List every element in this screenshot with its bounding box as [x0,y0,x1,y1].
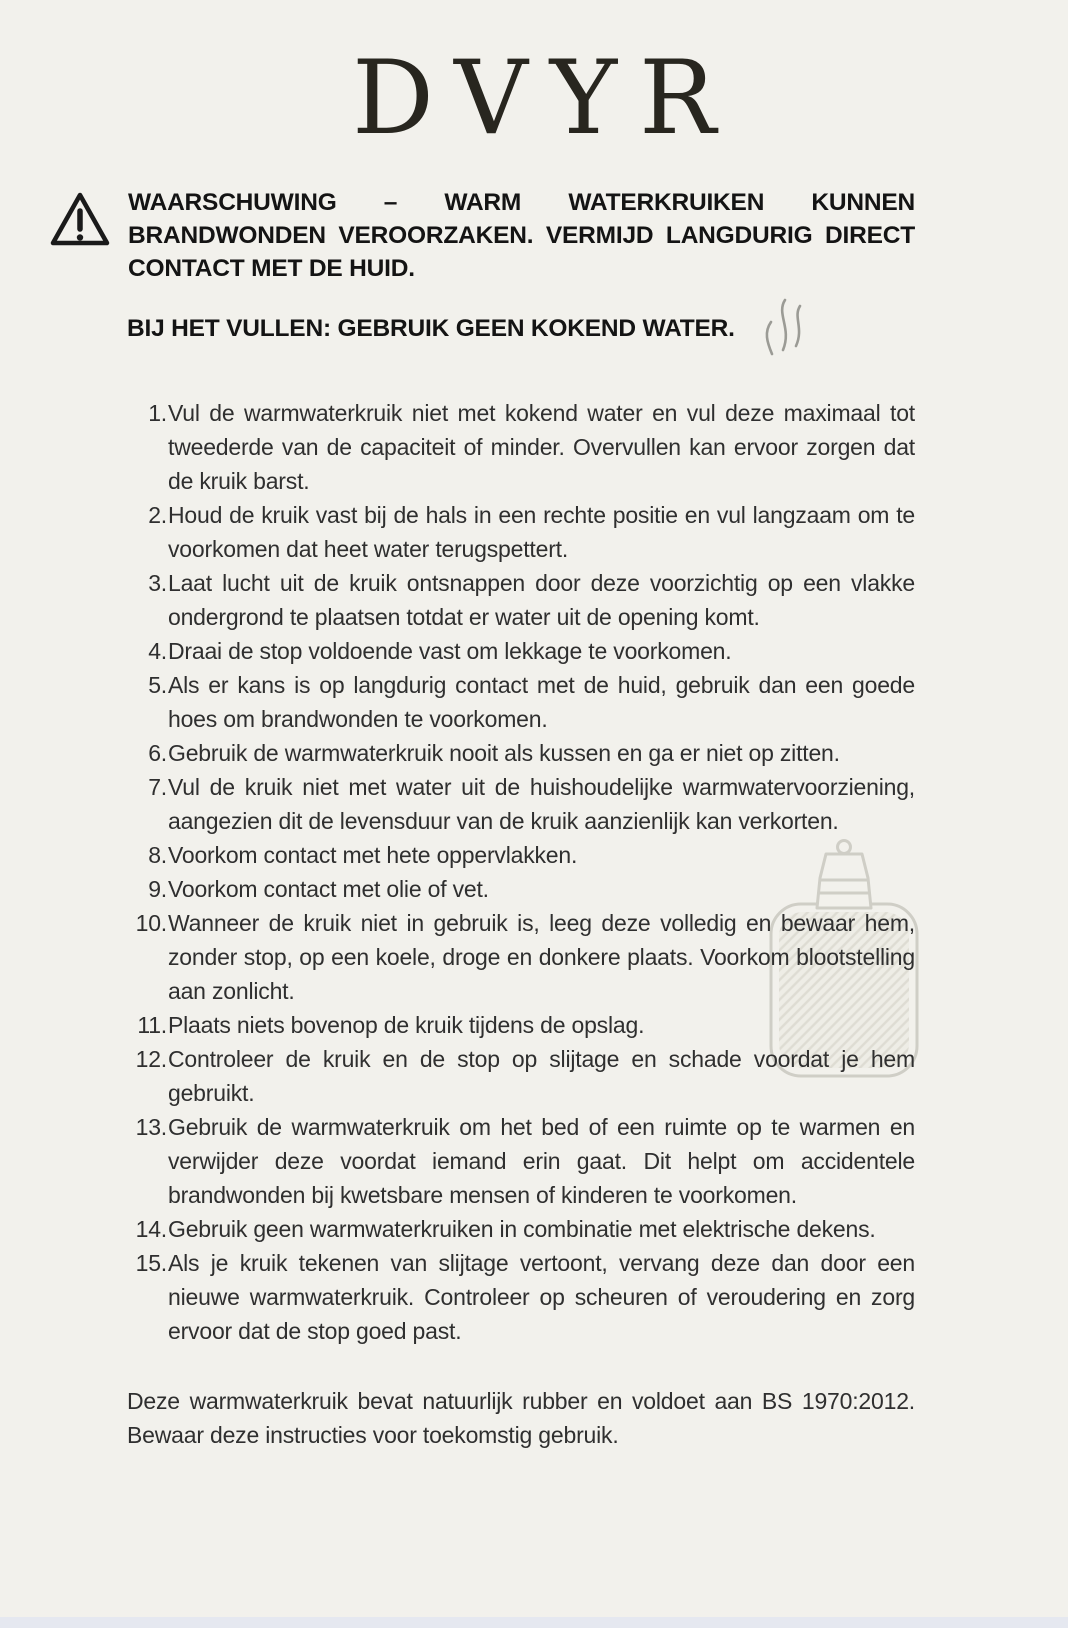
instruction-item: Voorkom contact met hete oppervlakken. [168,842,578,869]
instruction-item: Als er kans is op langdurig contact met de huid, gebruik dan een goede hoes om brandwonden te voorkomen. [168,672,915,733]
instruction-item: Draai de stop voldoende vast om lekkage te voorkomen. [168,638,732,665]
instruction-item: Als je kruik tekenen van slijtage vertoont, vervang deze dan door een nieuwe warmwaterkruik. Controleer op scheuren of veroudering en zorg ervoor dat de stop goed past. [168,1250,915,1345]
filling-heading: BIJ HET VULLEN: GEBRUIK GEEN KOKEND WATER. [127,315,735,343]
steam-icon [759,296,805,360]
warning-text: WAARSCHUWING – WARM WATERKRUIKEN KUNNEN BRANDWONDEN VEROORZAKEN. VERMIJD LANGDURIG DIRECT CONTACT MET DE HUID. [128,189,915,283]
brand-logo: DVYR [352,39,738,158]
instructions-list [127,396,915,1348]
warning-triangle-icon [48,188,112,250]
bottom-bar [0,1617,1068,1628]
instruction-item: Wanneer de kruik niet in gebruik is, leeg deze volledig en bewaar hem, zonder stop, op een koele, droge en donkere plaats. Voorkom blootstelling aan zonlicht. [168,910,915,1005]
instruction-item: Controleer de kruik en de stop op slijtage en schade voordat je hem gebruikt. [168,1046,915,1107]
instruction-item: Vul de warmwaterkruik niet met kokend water en vul deze maximaal tot tweederde van de capaciteit of minder. Overvullen kan ervoor zorgen dat de kruik barst. [168,400,915,495]
instruction-item: Laat lucht uit de kruik ontsnappen door deze voorzichtig op een vlakke ondergrond te plaatsen totdat er water uit de opening komt. [168,570,915,631]
instruction-item: Gebruik de warmwaterkruik nooit als kussen en ga er niet op zitten. [168,740,840,767]
filling-section [127,312,915,360]
instruction-item: Gebruik geen warmwaterkruiken in combinatie met elektrische dekens. [168,1216,876,1243]
instruction-item: Gebruik de warmwaterkruik om het bed of een ruimte op te warmen en verwijder deze voordat iemand erin gaat. Dit helpt om accidentele brandwonden bij kwetsbare mensen of kinderen te voorkomen. [168,1114,915,1209]
instruction-item: Houd de kruik vast bij de hals in een rechte positie en vul langzaam om te voorkomen dat heet water terugspettert. [168,502,915,563]
instruction-item: Plaats niets bovenop de kruik tijdens de opslag. [168,1012,645,1039]
footer-text: Deze warmwaterkruik bevat natuurlijk rubber en voldoet aan BS 1970:2012. Bewaar deze instructies voor toekomstig gebruik. [127,1388,915,1449]
instruction-item: Voorkom contact met olie of vet. [168,876,489,903]
warning-section [48,186,915,285]
instruction-item: Vul de kruik niet met water uit de huishoudelijke warmwatervoorziening, aangezien dit de levensduur van de kruik aanzienlijk kan verkorten. [168,774,915,835]
